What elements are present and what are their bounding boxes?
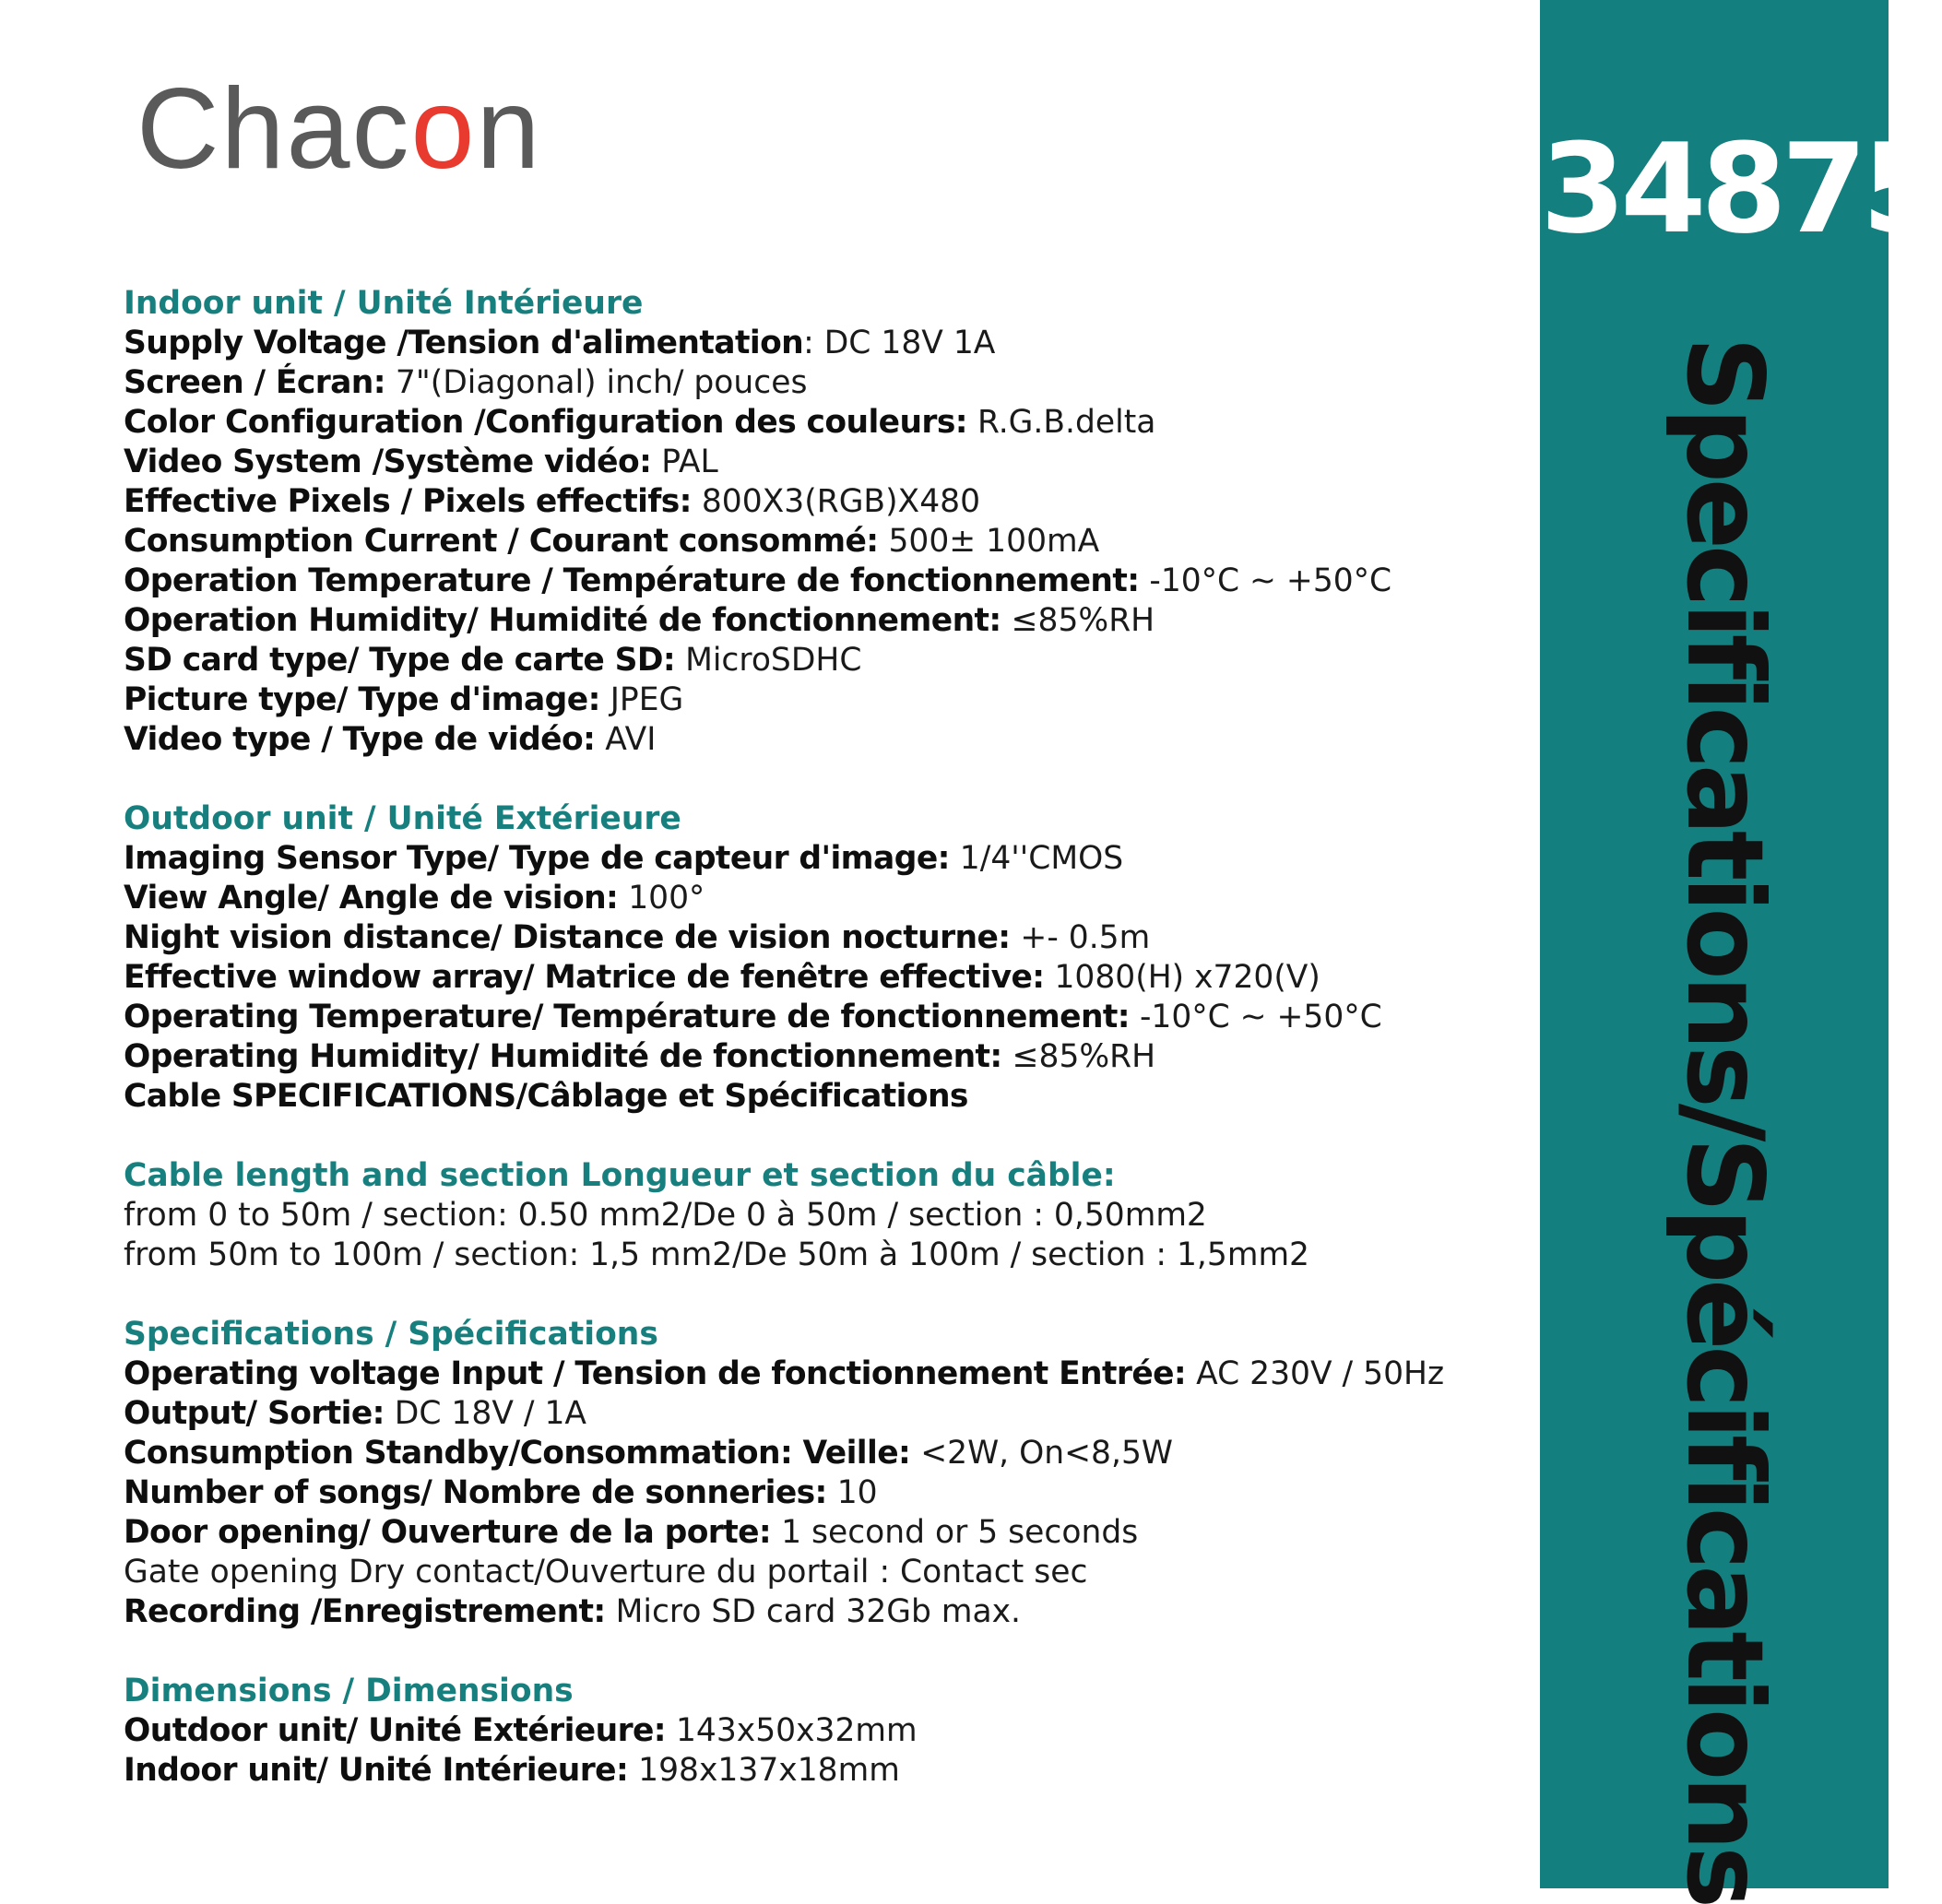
spec-row — [124, 1751, 1525, 1791]
spec-value: from 50m to 100m / section: 1,5 mm2/De 50m à 100m / section : 1,5mm2 — [124, 1236, 1310, 1273]
spec-label: Output/ Sortie: — [124, 1395, 385, 1432]
logo-text-suffix: n — [476, 65, 542, 193]
spec-label: Operation Humidity/ Humidité de fonctionnement: — [124, 602, 1001, 639]
spec-value: ≤85%RH — [1001, 1038, 1156, 1075]
spec-row — [124, 918, 1525, 958]
spec-row — [124, 641, 1525, 680]
spec-label: Consumption Current / Courant consommé: — [124, 523, 879, 560]
spec-label: Picture type/ Type d'image: — [124, 681, 600, 718]
spec-row — [124, 1553, 1525, 1592]
spec-value: : DC 18V 1A — [803, 325, 996, 361]
spec-row — [124, 1196, 1525, 1236]
spec-value: MicroSDHC — [675, 642, 862, 679]
spec-row — [124, 958, 1525, 998]
spec-row — [124, 680, 1525, 720]
spec-value: Micro SD card 32Gb max. — [605, 1593, 1022, 1630]
spec-row — [124, 324, 1525, 363]
spec-row — [124, 1513, 1525, 1553]
section-title: Indoor unit / Unité Intérieure — [124, 285, 644, 322]
spec-row — [124, 522, 1525, 562]
spec-section — [124, 1156, 1525, 1275]
spec-label: Cable SPECIFICATIONS/Câblage et Spécifications — [124, 1078, 968, 1115]
chacon-logo — [136, 65, 542, 193]
spec-value: 10 — [826, 1474, 878, 1511]
spec-value: AVI — [595, 721, 657, 758]
section-title: Outdoor unit / Unité Extérieure — [124, 800, 681, 837]
spec-row — [124, 1394, 1525, 1434]
spec-row — [124, 562, 1525, 601]
spec-label: Effective Pixels / Pixels effectifs: — [124, 483, 692, 520]
spec-label: Imaging Sensor Type/ Type de capteur d'image: — [124, 840, 950, 877]
spec-label: Video type / Type de vidéo: — [124, 721, 596, 758]
spec-row — [124, 1077, 1525, 1117]
spec-label: Supply Voltage /Tension d'alimentation — [124, 325, 804, 361]
section-title: Dimensions / Dimensions — [124, 1673, 574, 1709]
spec-value: -10°C ~ +50°C — [1130, 999, 1382, 1035]
spec-row — [124, 482, 1525, 522]
spec-value: PAL — [651, 443, 718, 480]
logo-text-prefix: Chac — [136, 65, 411, 193]
spec-section — [124, 1672, 1525, 1791]
side-title: Specifications/Spécifications — [1664, 337, 1786, 1904]
spec-label: Door opening/ Ouverture de la porte: — [124, 1514, 772, 1551]
spec-value: 1/4''CMOS — [949, 840, 1124, 877]
spec-value: <2W, On<8,5W — [910, 1435, 1174, 1472]
spec-label: Outdoor unit/ Unité Extérieure: — [124, 1712, 666, 1749]
spec-label: Operation Temperature / Température de fonctionnement: — [124, 562, 1140, 599]
spec-section — [124, 284, 1525, 760]
spec-value: 1 second or 5 seconds — [771, 1514, 1139, 1551]
spec-content — [124, 284, 1525, 1830]
spec-value: JPEG — [599, 681, 684, 718]
spec-value: AC 230V / 50Hz — [1186, 1355, 1445, 1392]
model-number: 34875 — [1540, 117, 1942, 261]
spec-row — [124, 1592, 1525, 1632]
spec-value: 800X3(RGB)X480 — [691, 483, 981, 520]
spec-value: R.G.B.delta — [966, 404, 1156, 441]
spec-value: -10°C ~ +50°C — [1139, 562, 1392, 599]
spec-label: Color Configuration /Configuration des couleurs: — [124, 404, 967, 441]
spec-value: 198x137x18mm — [628, 1752, 900, 1789]
spec-value: DC 18V / 1A — [384, 1395, 587, 1432]
spec-row — [124, 363, 1525, 403]
logo-power-icon: o — [410, 65, 477, 193]
spec-row — [124, 1354, 1525, 1394]
spec-value: Gate opening Dry contact/Ouverture du portail : Contact sec — [124, 1554, 1088, 1591]
section-title: Specifications / Spécifications — [124, 1316, 658, 1353]
spec-row — [124, 1434, 1525, 1473]
spec-row — [124, 1037, 1525, 1077]
spec-section — [124, 1315, 1525, 1632]
spec-row — [124, 839, 1525, 879]
spec-label: SD card type/ Type de carte SD: — [124, 642, 676, 679]
spec-value: 100° — [618, 880, 705, 917]
spec-value: from 0 to 50m / section: 0.50 mm2/De 0 à 50m / section : 0,50mm2 — [124, 1197, 1207, 1234]
spec-value: 1080(H) x720(V) — [1044, 959, 1320, 996]
spec-label: Number of songs/ Nombre de sonneries: — [124, 1474, 827, 1511]
spec-value: +- 0.5m — [1010, 919, 1151, 956]
spec-row — [124, 998, 1525, 1037]
spec-section — [124, 799, 1525, 1117]
spec-row — [124, 1711, 1525, 1751]
spec-label: Night vision distance/ Distance de vision nocturne: — [124, 919, 1011, 956]
spec-value: 7"(Diagonal) inch/ pouces — [385, 364, 808, 401]
spec-value: ≤85%RH — [1001, 602, 1155, 639]
spec-row — [124, 601, 1525, 641]
spec-label: Operating voltage Input / Tension de fonctionnement Entrée: — [124, 1355, 1187, 1392]
spec-label: Indoor unit/ Unité Intérieure: — [124, 1752, 629, 1789]
spec-row — [124, 879, 1525, 918]
spec-label: Operating Temperature/ Température de fonctionnement: — [124, 999, 1131, 1035]
spec-row — [124, 720, 1525, 760]
spec-label: Screen / Écran: — [124, 364, 385, 401]
spec-label: Video System /Système vidéo: — [124, 443, 652, 480]
spec-label: Operating Humidity/ Humidité de fonctionnement: — [124, 1038, 1002, 1075]
spec-row — [124, 403, 1525, 443]
spec-label: Effective window array/ Matrice de fenêtre effective: — [124, 959, 1045, 996]
spec-value: 143x50x32mm — [665, 1712, 918, 1749]
spec-row — [124, 1236, 1525, 1275]
spec-row — [124, 1473, 1525, 1513]
spec-label: Recording /Enregistrement: — [124, 1593, 606, 1630]
spec-row — [124, 443, 1525, 482]
spec-label: Consumption Standby/Consommation: Veille: — [124, 1435, 911, 1472]
section-title: Cable length and section Longueur et section du câble: — [124, 1157, 1116, 1194]
spec-value: 500± 100mA — [878, 523, 1100, 560]
spec-label: View Angle/ Angle de vision: — [124, 880, 619, 917]
